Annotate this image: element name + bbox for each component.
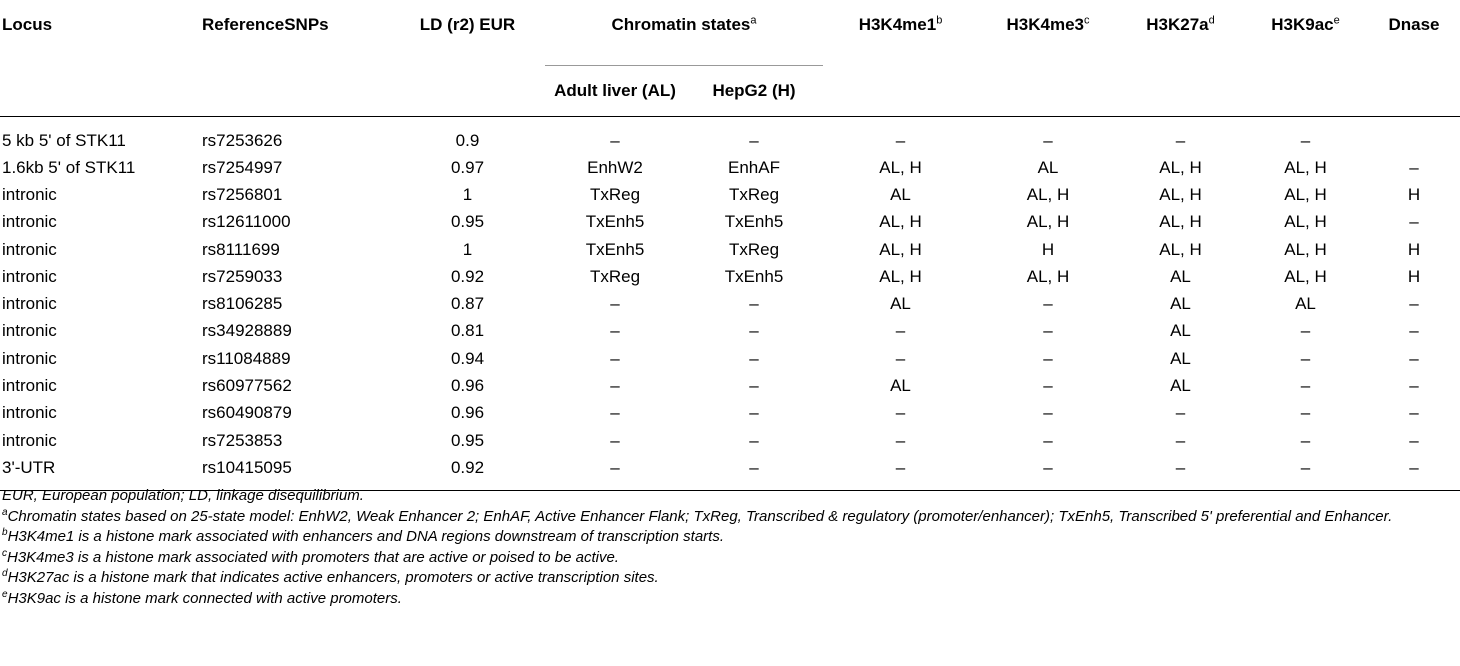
header-h3k9ac-footnote-mark: e: [1333, 14, 1340, 27]
header-dnase: [1368, 0, 1460, 117]
table-row: [0, 318, 1460, 345]
cell-ld: 1: [462, 239, 473, 259]
cell-ref-snp: rs60490879: [202, 403, 292, 423]
cell-ld: 0.9: [455, 130, 480, 150]
cell-ld: 0.96: [450, 403, 485, 423]
cell-locus: intronic: [2, 212, 57, 232]
cell-h3k4me1: AL, H: [879, 239, 922, 259]
cell-h3k9ac: AL, H: [1284, 184, 1327, 204]
cell-hepg2: TxReg: [728, 239, 780, 259]
header-h3k4me3-footnote-mark: c: [1084, 14, 1090, 27]
header-h3k4me3-label: H3K4me3: [1006, 15, 1084, 34]
cell-dnase: –: [1409, 348, 1419, 368]
header-h3k27a: [1118, 0, 1243, 117]
table-row: [0, 400, 1460, 427]
cell-h3k4me3: –: [1043, 403, 1053, 423]
cell-h3k27a: AL, H: [1159, 157, 1202, 177]
cell-adult-liver: –: [610, 430, 620, 450]
table-row: [0, 454, 1460, 490]
cell-dnase: –: [1409, 294, 1419, 314]
cell-h3k4me1: AL, H: [879, 266, 922, 286]
cell-adult-liver: –: [610, 130, 620, 150]
cell-h3k4me3: H: [1041, 239, 1055, 259]
footnote-d-text: H3K27ac is a histone mark that indicates active enhancers, promoters or active transcription sites.: [7, 569, 659, 586]
cell-h3k27a: –: [1175, 403, 1186, 423]
cell-ref-snp: rs8111699: [202, 239, 280, 259]
cell-dnase: –: [1409, 403, 1419, 423]
cell-locus: intronic: [2, 348, 57, 368]
cell-h3k4me1: –: [823, 454, 978, 490]
cell-locus: intronic: [2, 184, 57, 204]
cell-ld: 0.92: [450, 266, 485, 286]
header-adult-liver: [545, 66, 685, 117]
cell-locus: intronic: [2, 294, 57, 314]
cell-adult-liver: –: [610, 294, 620, 314]
header-h3k9ac-label: H3K9ac: [1271, 15, 1334, 34]
cell-locus: intronic: [2, 403, 57, 423]
footnote-e-text: H3K9ac is a histone mark connected with active promoters.: [7, 589, 402, 607]
header-chromatin-label: Chromatin states: [611, 15, 751, 34]
cell-h3k4me3: –: [1043, 130, 1053, 150]
header-h3k27a-label: H3K27a: [1146, 15, 1209, 34]
cell-ref-snp: rs60977562: [202, 376, 292, 396]
cell-hepg2: TxEnh5: [724, 212, 784, 232]
cell-dnase: –: [1409, 157, 1419, 177]
cell-h3k9ac: AL, H: [1284, 266, 1327, 286]
cell-h3k9ac: AL: [1295, 294, 1316, 314]
cell-h3k9ac: –: [1300, 348, 1311, 368]
cell-ref-snp: rs7254997: [202, 157, 283, 177]
table-row: [0, 236, 1460, 263]
cell-locus: intronic: [2, 321, 57, 341]
header-hepg2: [685, 66, 823, 117]
cell-h3k4me1: AL: [890, 294, 911, 314]
header-ref-snps: [200, 0, 390, 117]
header-row-1: [0, 0, 1460, 66]
cell-h3k9ac: –: [1300, 321, 1311, 341]
cell-h3k4me1: AL, H: [879, 212, 922, 232]
cell-h3k4me3: –: [1043, 348, 1053, 368]
cell-h3k4me1: –: [895, 130, 906, 150]
cell-h3k9ac: AL, H: [1284, 157, 1327, 177]
footnote-d-mark: d: [2, 568, 8, 579]
cell-ref-snp: rs7256801: [202, 184, 283, 204]
cell-ref-snp: rs34928889: [202, 321, 292, 341]
cell-ref-snp: rs7253853: [202, 430, 283, 450]
header-locus: [0, 0, 200, 117]
footnote-e: [2, 589, 1452, 610]
cell-h3k4me1: AL: [890, 376, 911, 396]
header-adult-liver-label: Adult liver (AL): [554, 81, 676, 100]
cell-hepg2: –: [749, 376, 759, 396]
cell-hepg2: TxEnh5: [724, 266, 784, 286]
footnote-a: [2, 507, 1452, 528]
cell-h3k27a: AL: [1170, 321, 1191, 341]
cell-adult-liver: TxEnh5: [585, 239, 645, 259]
table-row: [0, 345, 1460, 372]
cell-ld: 0.94: [450, 348, 485, 368]
cell-adult-liver: TxEnh5: [585, 212, 645, 232]
header-chromatin-states: [545, 0, 823, 66]
footnote-e-mark: e: [2, 588, 8, 600]
cell-dnase: H: [1407, 184, 1421, 204]
cell-h3k4me3: –: [1043, 321, 1053, 341]
cell-adult-liver: –: [545, 454, 685, 490]
cell-h3k4me1: AL, H: [879, 157, 922, 177]
cell-dnase: H: [1407, 266, 1421, 286]
cell-locus: intronic: [2, 266, 57, 286]
footnote-abbreviations: EUR, European population; LD, linkage disequilibrium.: [2, 487, 364, 504]
cell-ld: 0.95: [450, 430, 485, 450]
cell-h3k27a: AL, H: [1159, 184, 1202, 204]
table-row: [0, 263, 1460, 290]
cell-h3k4me1: –: [895, 403, 906, 423]
cell-dnase: H: [1407, 239, 1421, 259]
table-row: [0, 154, 1460, 181]
cell-hepg2: –: [749, 321, 759, 341]
cell-dnase: [1368, 117, 1460, 155]
cell-hepg2: –: [749, 130, 759, 150]
header-h3k27a-footnote-mark: d: [1208, 14, 1215, 27]
cell-locus: 5 kb 5' of STK11: [2, 130, 126, 150]
table-row: [0, 372, 1460, 399]
header-hepg2-label: HepG2 (H): [712, 81, 796, 100]
footnote-c-text: H3K4me3 is a histone mark associated with promoters that are active or poised to be active.: [7, 548, 619, 566]
header-locus-label: Locus: [2, 15, 53, 34]
cell-ld: 0.81: [450, 321, 485, 341]
cell-locus: intronic: [2, 430, 57, 450]
cell-hepg2: –: [749, 294, 759, 314]
cell-h3k9ac: –: [1300, 430, 1311, 450]
cell-locus: 3'-UTR: [0, 454, 200, 490]
footnote-d: [2, 568, 1452, 589]
footnote-a-text: Chromatin states based on 25-state model: EnhW2, Weak Enhancer 2; EnhAF, Active Enhancer Flank; TxReg, Transcribed & regulatory (promoter/enhancer); TxEnh5, Transcribed 5' preferential and Enhancer.: [7, 507, 1393, 525]
header-h3k4me1: [823, 0, 978, 117]
cell-ld: 0.96: [450, 376, 485, 396]
cell-h3k9ac: –: [1300, 376, 1311, 396]
footnote-b-text: H3K4me1 is a histone mark associated with enhancers and DNA regions downstream of transcription starts.: [7, 528, 725, 545]
cell-h3k27a: –: [1118, 454, 1243, 490]
table-row: [0, 209, 1460, 236]
cell-h3k4me3: –: [1043, 376, 1053, 396]
cell-adult-liver: –: [610, 376, 620, 396]
cell-ref-snp: rs7253626: [202, 130, 283, 150]
cell-h3k4me1: AL: [890, 184, 911, 204]
footnote-c: [2, 548, 1452, 569]
cell-h3k27a: –: [1175, 130, 1186, 150]
cell-h3k4me3: –: [978, 454, 1118, 490]
cell-h3k4me3: AL, H: [1026, 212, 1070, 232]
cell-hepg2: TxReg: [728, 184, 780, 204]
cell-h3k9ac: AL, H: [1284, 212, 1327, 232]
header-h3k4me3: [978, 0, 1118, 117]
header-dnase-label: Dnase: [1388, 15, 1440, 34]
cell-adult-liver: –: [610, 321, 620, 341]
table-footnotes: [2, 486, 1452, 609]
cell-h3k27a: AL: [1170, 376, 1191, 396]
header-ref-snps-label: ReferenceSNPs: [202, 15, 329, 34]
cell-dnase: –: [1409, 321, 1419, 341]
cell-hepg2: –: [749, 430, 759, 450]
cell-ld: 0.92: [390, 454, 545, 490]
cell-dnase: –: [1409, 376, 1419, 396]
cell-ref-snp: rs7259033: [202, 266, 283, 286]
header-h3k4me1-footnote-mark: b: [936, 14, 943, 27]
cell-h3k27a: AL: [1170, 348, 1191, 368]
cell-hepg2: –: [749, 403, 759, 423]
cell-locus: intronic: [2, 376, 57, 396]
footnote-b: [2, 527, 1452, 548]
cell-dnase: –: [1409, 430, 1419, 450]
cell-h3k4me3: AL, H: [1026, 184, 1070, 204]
cell-ld: 0.87: [450, 294, 485, 314]
header-ld: [390, 0, 545, 117]
table-body: [0, 117, 1460, 491]
footnote-b-mark: b: [2, 527, 8, 538]
cell-hepg2: EnhAF: [728, 157, 780, 177]
cell-h3k4me1: –: [895, 321, 906, 341]
cell-h3k4me3: –: [1043, 294, 1053, 314]
cell-h3k27a: AL: [1170, 266, 1191, 286]
cell-h3k4me1: –: [895, 348, 906, 368]
cell-ld: 1: [462, 184, 473, 204]
cell-adult-liver: TxReg: [589, 266, 641, 286]
cell-ld: 0.97: [450, 157, 485, 177]
table-row: [0, 181, 1460, 208]
cell-hepg2: –: [749, 348, 759, 368]
table-row: [0, 290, 1460, 317]
cell-h3k27a: AL: [1170, 294, 1191, 314]
cell-locus: 1.6kb 5' of STK11: [2, 157, 136, 177]
cell-h3k9ac: –: [1243, 454, 1368, 490]
cell-ref-snp: rs10415095: [200, 454, 390, 490]
footnote-a-mark: a: [2, 506, 8, 518]
cell-dnase: –: [1409, 212, 1419, 232]
cell-h3k4me3: AL: [1037, 157, 1059, 177]
cell-h3k27a: AL, H: [1159, 239, 1202, 259]
header-ld-label: LD (r2) EUR: [419, 15, 516, 34]
cell-ref-snp: rs8106285: [202, 294, 283, 314]
cell-ref-snp: rs11084889: [202, 348, 291, 368]
header-chromatin-footnote-mark: a: [750, 14, 757, 27]
cell-h3k9ac: AL, H: [1284, 239, 1327, 259]
cell-h3k27a: AL, H: [1159, 212, 1202, 232]
cell-adult-liver: –: [610, 403, 620, 423]
header-h3k4me1-label: H3K4me1: [858, 15, 937, 34]
cell-adult-liver: –: [610, 348, 620, 368]
cell-h3k27a: –: [1175, 430, 1186, 450]
cell-h3k9ac: –: [1300, 403, 1311, 423]
cell-locus: intronic: [2, 239, 57, 259]
cell-hepg2: –: [685, 454, 823, 490]
cell-adult-liver: EnhW2: [587, 157, 643, 177]
table-header: [0, 0, 1460, 117]
table-row: [0, 427, 1460, 454]
cell-h3k4me3: AL, H: [1026, 266, 1070, 286]
cell-ref-snp: rs12611000: [202, 212, 291, 232]
cell-dnase: –: [1368, 454, 1460, 490]
cell-adult-liver: TxReg: [589, 184, 641, 204]
table-row: [0, 117, 1460, 155]
cell-ld: 0.95: [450, 212, 485, 232]
header-h3k9ac: [1243, 0, 1368, 117]
cell-h3k4me1: –: [895, 430, 906, 450]
cell-h3k4me3: –: [1043, 430, 1053, 450]
footnote-c-mark: c: [2, 547, 7, 559]
cell-h3k9ac: –: [1300, 130, 1311, 150]
